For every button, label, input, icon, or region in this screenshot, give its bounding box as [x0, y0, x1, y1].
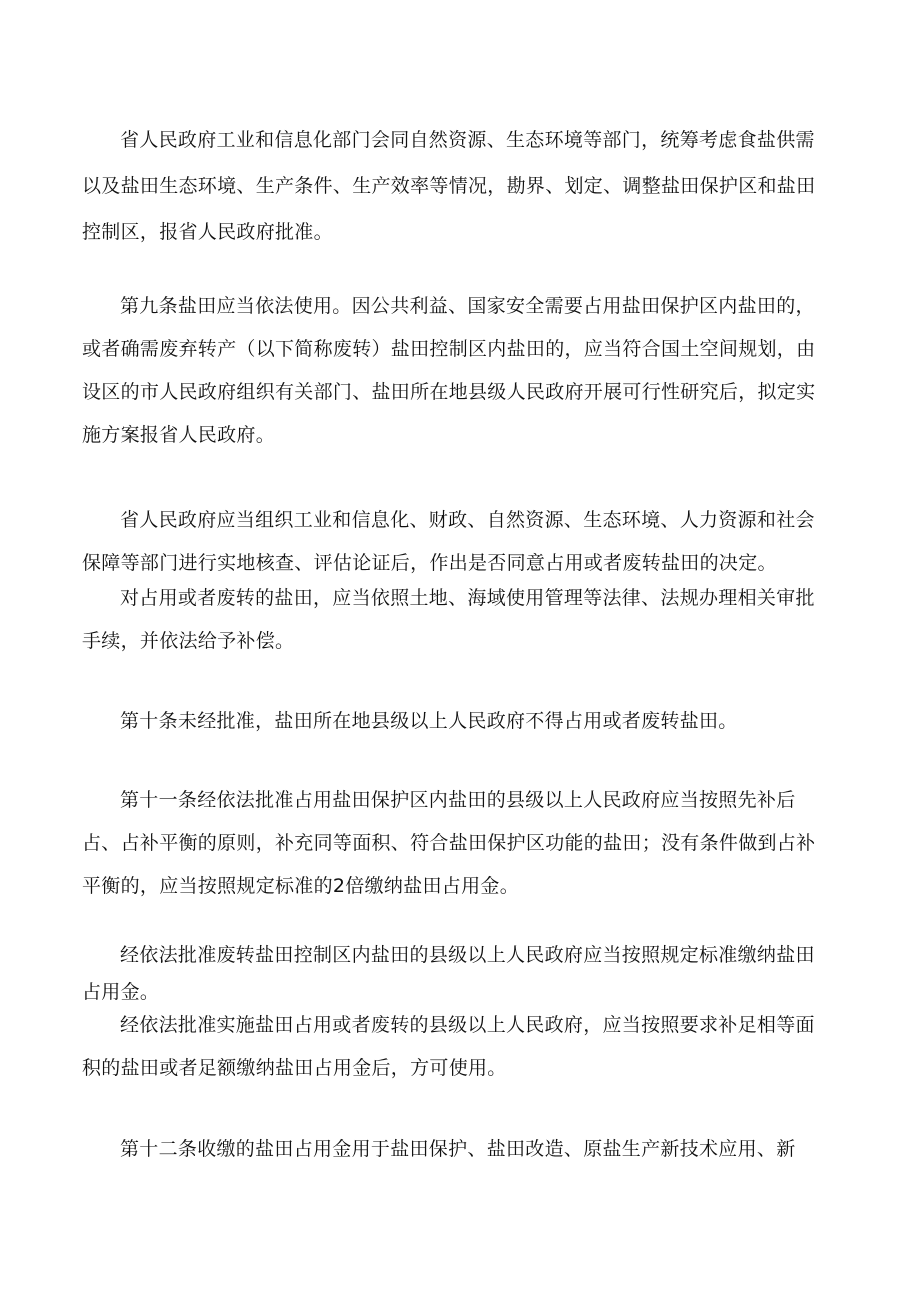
paragraph-compensation: 对占用或者废转的盐田，应当依照土地、海域使用管理等法律、法规办理相关审批手续，并依法给予补偿。 — [82, 587, 815, 652]
paragraph-article-9: 第九条盐田应当依法使用。因公共利益、国家安全需要占用盐田保护区内盐田的，或者确需废弃转产（以下简称废转）盐田控制区内盐田的，应当符合国土空间规划，由设区的市人民政府组织有关部门、盐田所在地县级人民政府开展可行性研究后，拟定实施方案报省人民政府。 — [82, 295, 816, 446]
paragraph-provincial-review: 省人民政府应当组织工业和信息化、财政、自然资源、生态环境、人力资源和社会保障等部门进行实地核查、评估论证后，作出是否同意占用或者废转盐田的决定。 — [82, 509, 815, 574]
paragraph-article-12: 第十二条收缴的盐田占用金用于盐田保护、盐田改造、原盐生产新技术应用、新 — [120, 1138, 796, 1160]
paragraph-article-11: 第十一条经依法批准占用盐田保护区内盐田的县级以上人民政府应当按照先补后占、占补平衡的原则，补充同等面积、符合盐田保护区功能的盐田；没有条件做到占补平衡的，应当按照规定标准的2倍缴纳盐田占用金。 — [82, 789, 816, 897]
paragraph-occupation-fee: 经依法批准废转盐田控制区内盐田的县级以上人民政府应当按照规定标准缴纳盐田占用金。 — [82, 944, 815, 1003]
paragraph-salt-field-zoning: 省人民政府工业和信息化部门会同自然资源、生态环境等部门，统筹考虑食盐供需以及盐田生态环境、生产条件、生产效率等情况，勘界、划定、调整盐田保护区和盐田控制区，报省人民政府批准。 — [82, 129, 816, 243]
paragraph-article-10: 第十条未经批准，盐田所在地县级以上人民政府不得占用或者废转盐田。 — [120, 710, 738, 732]
paragraph-usage-condition: 经依法批准实施盐田占用或者废转的县级以上人民政府，应当按照要求补足相等面积的盐田或者足额缴纳盐田占用金后，方可使用。 — [82, 1014, 815, 1079]
